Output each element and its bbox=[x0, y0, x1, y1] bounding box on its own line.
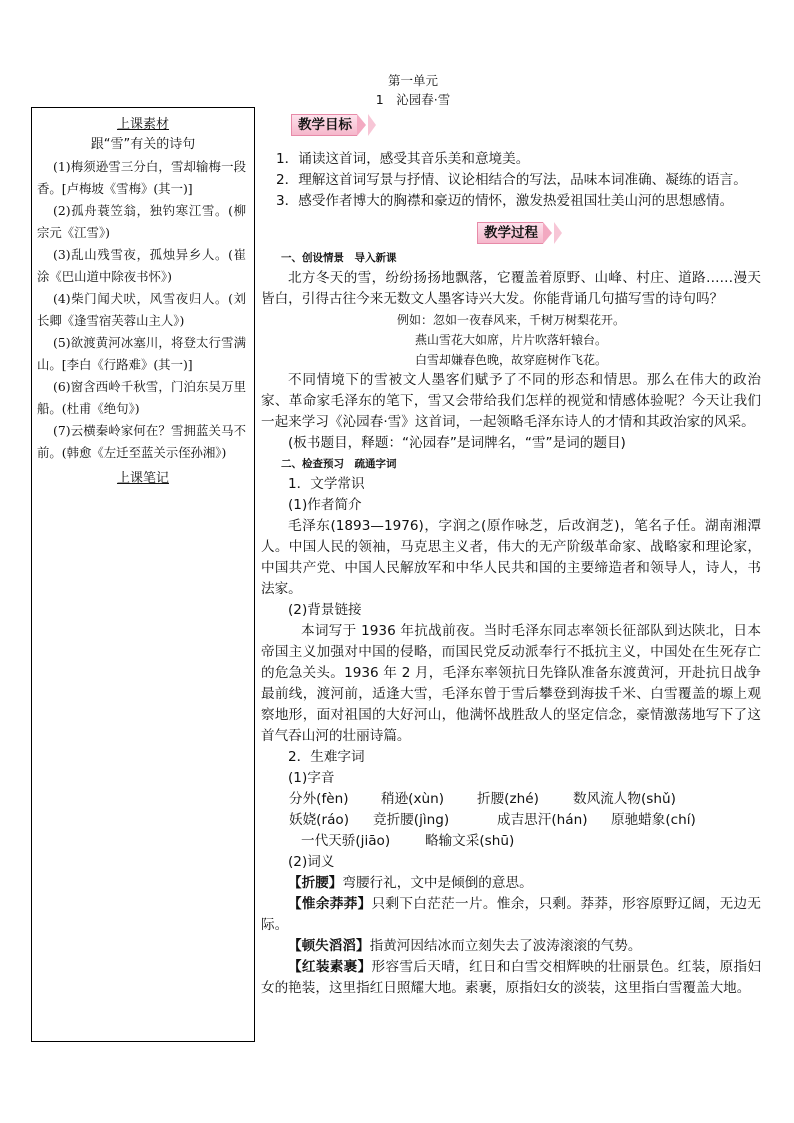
pron-row bbox=[261, 831, 761, 852]
bg-heading: (2)背景链接 bbox=[288, 602, 362, 618]
author-heading: (1)作者简介 bbox=[288, 497, 362, 513]
pron-row bbox=[261, 789, 761, 810]
sidebar-notes-title: 上课笔记 bbox=[116, 471, 169, 486]
meaning-item bbox=[261, 894, 761, 936]
unit-title: 第一单元 bbox=[387, 73, 438, 88]
pron-word: 略输文采(shū) bbox=[425, 833, 515, 849]
poem-item: (6)窗含西岭千秋雪，门泊东吴万里船。(杜甫《绝句》) bbox=[37, 379, 246, 416]
pron-word: 一代天骄(jiāo) bbox=[301, 833, 391, 849]
pron-word: 竞折腰(jìng) bbox=[373, 812, 450, 828]
meaning-def: 只剩下白茫茫一片。惟余，只剩。莽莽，形容原野辽阔，无边无际。 bbox=[261, 896, 762, 933]
poem-item: (7)云横秦岭家何在？雪拥蓝关马不前。(韩愈《左迁至蓝关示侄孙湘》) bbox=[37, 423, 246, 460]
pron-word: 数风流人物(shǔ) bbox=[573, 791, 676, 807]
poem-item: (2)孤舟蓑笠翁，独钓寒江雪。(柳宗元《江雪》) bbox=[37, 203, 246, 240]
author-text: 毛泽东(1893—1976)，字润之(原作咏芝，后改润芝)，笔名子任。湖南湘潭人。中国人民的领袖，马克思主义者，伟大的无产阶级革命家、战略家和理论家，中国共产党、中国人民解放军和中华人民共和国的主要缔造者和领导人，诗人，书法家。 bbox=[261, 518, 761, 597]
pron-word: 分外(fèn) bbox=[289, 791, 349, 807]
process-badge: 教学过程 bbox=[477, 222, 562, 244]
sidebar-title: 上课素材 bbox=[116, 117, 169, 132]
meaning-item bbox=[261, 936, 761, 957]
meaning-def: 弯腰行礼，文中是倾倒的意思。 bbox=[342, 875, 533, 891]
meaning-def: 指黄河因结冰而立刻失去了波涛滚滚的气势。 bbox=[369, 938, 642, 954]
meaning-term: 【红装素裹】 bbox=[288, 959, 372, 975]
verse-line: 燕山雪花大如席，片片吹落轩辕台。 bbox=[414, 333, 607, 347]
goal-item: 3．感受作者博大的胸襟和豪迈的情怀，激发热爱祖国壮美山河的思想感情。 bbox=[276, 193, 734, 209]
poem-item: (3)乱山残雪夜，孤烛异乡人。(崔涂《巴山道中除夜书怀》) bbox=[37, 247, 246, 284]
meaning-heading: (2)词义 bbox=[288, 854, 335, 870]
pron-heading: (1)字音 bbox=[288, 770, 335, 786]
main-content bbox=[261, 114, 761, 999]
pron-word: 稍逊(xùn) bbox=[381, 791, 445, 807]
step1-title: 一、创设情景 导入新课 bbox=[281, 252, 397, 264]
pron-word: 原驰蜡象(chí) bbox=[611, 812, 696, 828]
sidebar-materials bbox=[31, 107, 255, 1042]
lit-heading: 1．文学常识 bbox=[288, 476, 365, 492]
step1-intro: 北方冬天的雪，纷纷扬扬地飘落，它覆盖着原野、山峰、村庄、道路……漫天皆白，引得古往今来无数文人墨客诗兴大发。你能背诵几句描写雪的诗句吗？ bbox=[261, 270, 761, 307]
goals-badge: 教学目标 bbox=[291, 114, 376, 136]
sidebar-subtitle: 跟“雪”有关的诗句 bbox=[90, 137, 196, 152]
goal-item: 2．理解这首词写景与抒情、议论相结合的写法，品味本词准确、凝练的语言。 bbox=[276, 172, 747, 188]
pron-word: 妖娆(ráo) bbox=[289, 812, 350, 828]
verse-line: 例如：忽如一夜春风来，千树万树梨花开。 bbox=[396, 313, 625, 327]
meaning-term: 【顿失滔滔】 bbox=[288, 938, 370, 954]
step1-board: (板书题目，释题：“沁园春”是词牌名，“雪”是词的题目) bbox=[288, 435, 626, 451]
poem-item: (4)柴门闻犬吠，风雪夜归人。(刘长卿《逢雪宿芙蓉山主人》) bbox=[37, 291, 246, 328]
pron-word: 折腰(zhé) bbox=[477, 791, 539, 807]
meaning-item bbox=[261, 957, 761, 999]
meaning-term: 【惟余莽莽】 bbox=[288, 896, 372, 912]
meaning-term: 【折腰】 bbox=[288, 875, 343, 891]
poem-item: (1)梅须逊雪三分白，雪却输梅一段香。[卢梅坡《雪梅》(其一)] bbox=[37, 159, 246, 196]
pron-row bbox=[261, 810, 761, 831]
meaning-item bbox=[261, 873, 761, 894]
bg-text: 本词写于 1936 年抗战前夜。当时毛泽东同志率领长征部队到达陕北，日本帝国主义加强对中国的侵略，而国民党反动派奉行不抵抗主义，中国处在生死存亡的危急关头。1936 年 2 月，毛泽东率领抗日先锋队准备东渡黄河，开赴抗日战争最前线，渡河前，适逢大雪，毛泽东曾于雪后攀登到海拔千米、白雪覆盖的塬上观察地形，面对祖国的大好河山，他满怀战胜敌人的坚定信念，豪情激荡地写下了这首气吞山河的壮丽诗篇。 bbox=[261, 623, 761, 744]
poem-item: (5)欲渡黄河冰塞川，将登太行雪满山。[李白《行路难》(其一)] bbox=[37, 335, 246, 372]
verse-line: 白雪却嫌春色晚，故穿庭树作飞花。 bbox=[414, 353, 607, 367]
pron-word: 成吉思汗(hán) bbox=[497, 812, 588, 828]
goal-item: 1．诵读这首词，感受其音乐美和意境美。 bbox=[276, 151, 530, 167]
lesson-title: 1 沁园春·雪 bbox=[375, 92, 451, 107]
step2-title: 二、检查预习 疏通字词 bbox=[281, 458, 397, 470]
meaning-def: 形容雪后天晴，红日和白雪交相辉映的壮丽景色。红装，原指妇女的艳装，这里指红日照耀大地。素裹，原指妇女的淡装，这里指白雪覆盖大地。 bbox=[261, 959, 762, 996]
words-heading: 2．生难字词 bbox=[288, 749, 365, 765]
step1-transition: 不同情境下的雪被文人墨客们赋予了不同的形态和情思。那么在伟大的政治家、革命家毛泽东的笔下，雪又会带给我们怎样的视觉和情感体验呢？今天让我们一起来学习《沁园春·雪》这首词，一起领略毛泽东诗人的才情和其政治家的风采。 bbox=[261, 372, 761, 430]
